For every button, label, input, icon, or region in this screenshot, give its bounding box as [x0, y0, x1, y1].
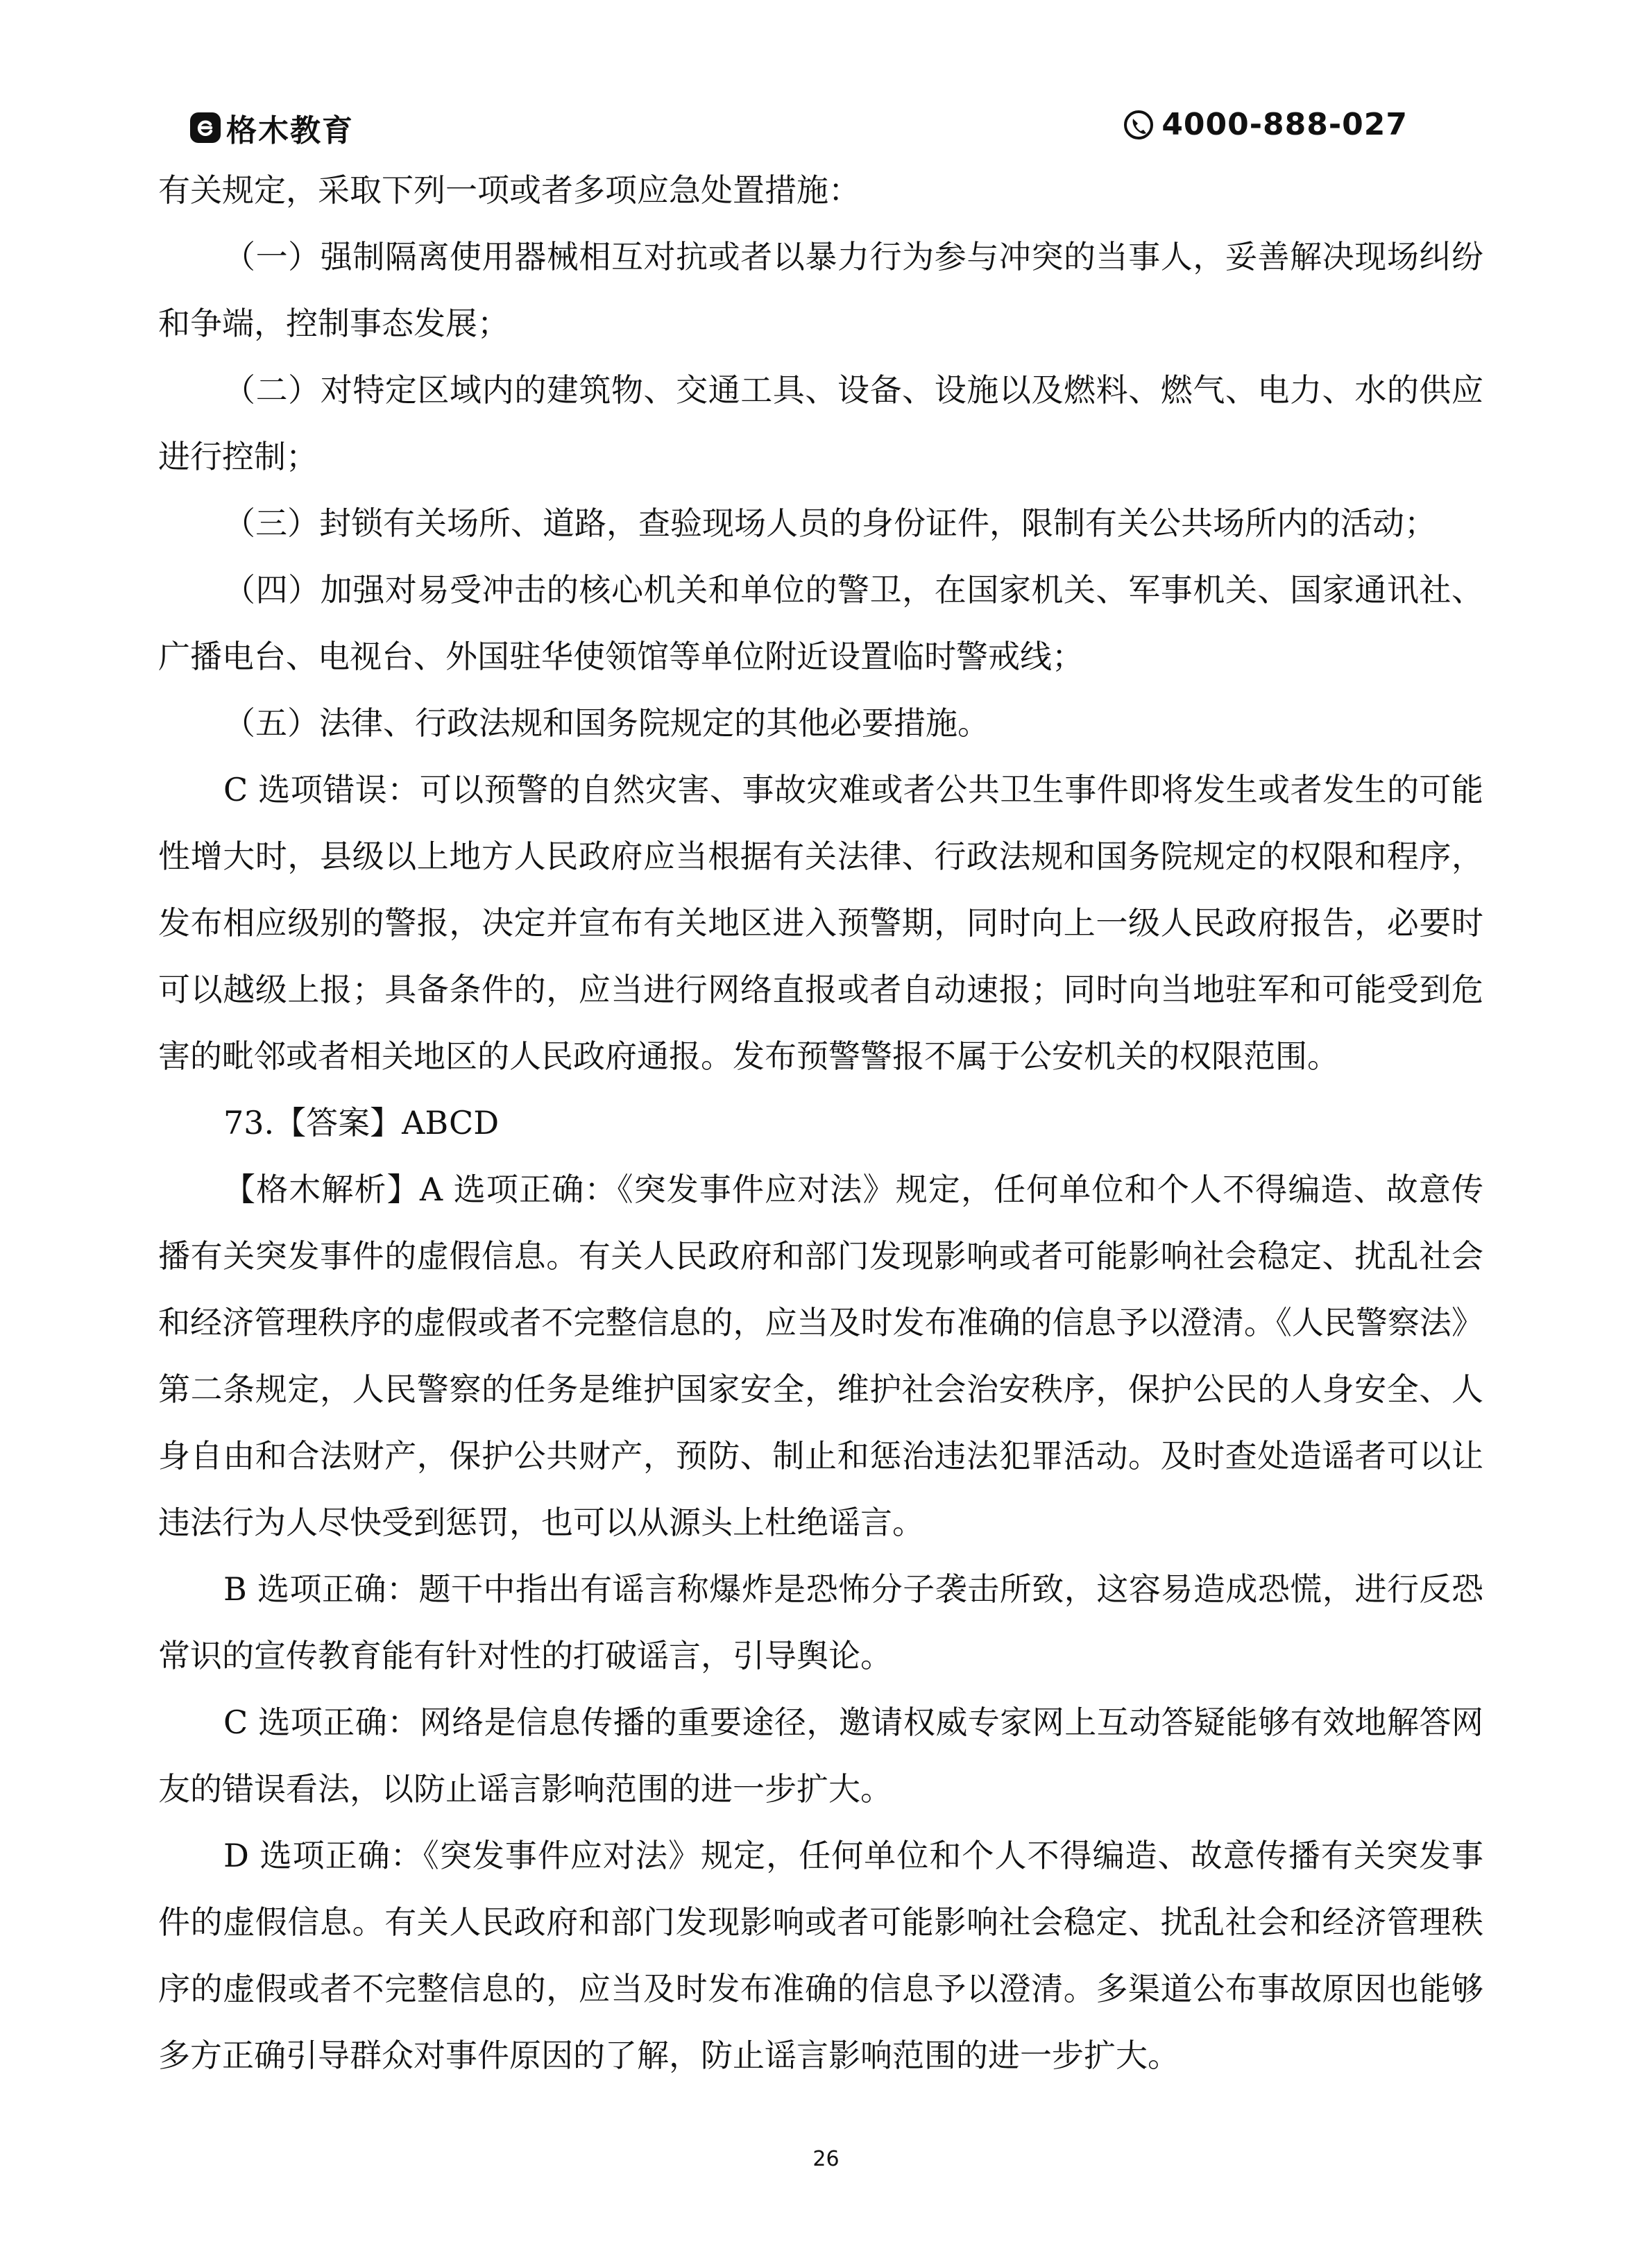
paragraph: C 选项正确：网络是信息传播的重要途径，邀请权威专家网上互动答疑能够有效地解答网友的错误看法，以防止谣言影响范围的进一步扩大。 [158, 1704, 1483, 1808]
paragraph: B 选项正确：题干中指出有谣言称爆炸是恐怖分子袭击所致，这容易造成恐慌，进行反恐常识的宣传教育能有针对性的打破谣言，引导舆论。 [158, 1570, 1483, 1674]
paragraph: D 选项正确：《突发事件应对法》规定，任何单位和个人不得编造、故意传播有关突发事件的虚假信息。有关人民政府和部门发现影响或者可能影响社会稳定、扰乱社会和经济管理秩序的虚假或者不完整信息的，应当及时发布准确的信息予以澄清。多渠道公布事故原因也能够多方正确引导群众对事件原因的了解，防止谣言影响范围的进一步扩大。 [158, 1837, 1483, 2074]
page-number: 26 [812, 2147, 840, 2171]
phone-number: 4000-888-027 [1161, 107, 1408, 142]
logo-text: 格木教育 [226, 113, 354, 148]
paragraph: C 选项错误：可以预警的自然灾害、事故灾难或者公共卫生事件即将发生或者发生的可能性增大时，县级以上地方人民政府应当根据有关法律、行政法规和国务院规定的权限和程序，发布相应级别的警报，决定并宣布有关地区进入预警期，同时向上一级人民政府报告，必要时可以越级上报；具备条件的，应当进行网络直报或者自动速报；同时向当地驻军和可能受到危害的毗邻或者相关地区的人民政府通报。发布预警警报不属于公安机关的权限范围。 [158, 771, 1483, 1075]
document-body [158, 157, 1483, 2089]
paragraph: 【格木解析】A 选项正确：《突发事件应对法》规定，任何单位和个人不得编造、故意传播有关突发事件的虚假信息。有关人民政府和部门发现影响或者可能影响社会稳定、扰乱社会和经济管理秩序的虚假或者不完整信息的，应当及时发布准确的信息予以澄清。《人民警察法》第二条规定，人民警察的任务是维护国家安全，维护社会治安秩序，保护公民的人身安全、人身自由和合法财产，保护公共财产，预防、制止和惩治违法犯罪活动。及时查处造谣者可以让违法行为人尽快受到惩罚，也可以从源头上杜绝谣言。 [158, 1171, 1483, 1541]
hotline [1123, 107, 1408, 142]
phone-icon [1123, 109, 1155, 141]
paragraph: （三）封锁有关场所、道路，查验现场人员的身份证件，限制有关公共场所内的活动； [223, 504, 1436, 542]
paragraph: （一）强制隔离使用器械相互对抗或者以暴力行为参与冲突的当事人，妥善解决现场纠纷和争端，控制事态发展； [158, 238, 1483, 342]
page-header [158, 97, 1494, 153]
paragraph: （四）加强对易受冲击的核心机关和单位的警卫，在国家机关、军事机关、国家通讯社、广播电台、电视台、外国驻华使领馆等单位附近设置临时警戒线； [158, 571, 1483, 675]
paragraph: （二）对特定区域内的建筑物、交通工具、设备、设施以及燃料、燃气、电力、水的供应进行控制； [158, 371, 1483, 475]
paragraph: 有关规定，采取下列一项或者多项应急处置措施： [158, 171, 860, 209]
brand-logo [190, 105, 354, 150]
paragraph: （五）法律、行政法规和国务院规定的其他必要措施。 [223, 704, 989, 742]
logo-e-icon [190, 112, 221, 143]
answer-heading: 73.【答案】ABCD [223, 1104, 500, 1141]
